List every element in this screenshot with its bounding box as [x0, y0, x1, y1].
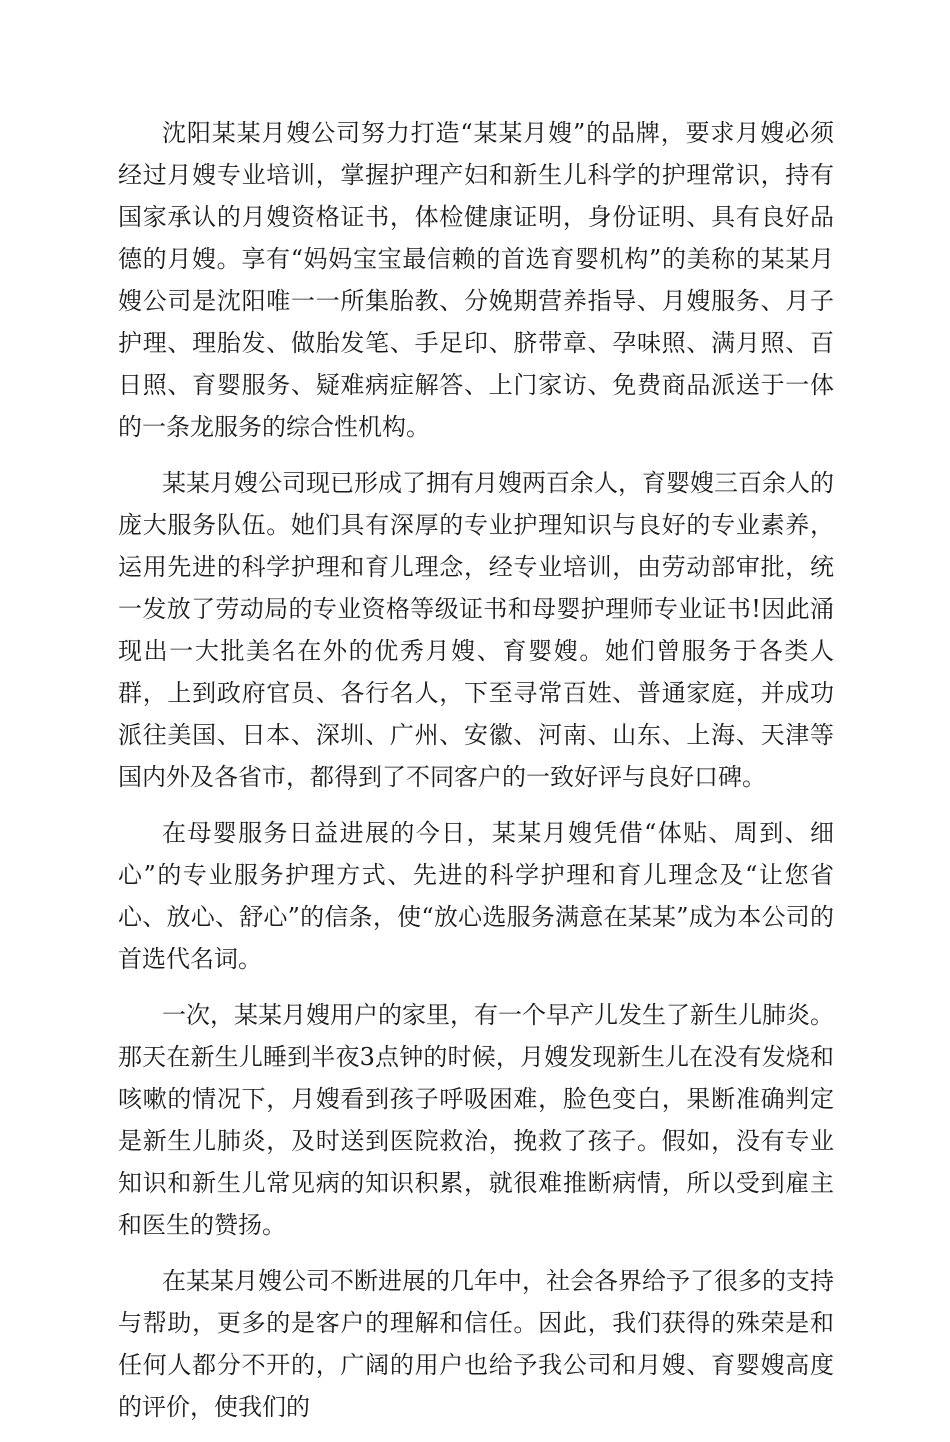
paragraph-service-philosophy: 在母婴服务日益进展的今日，某某月嫂凭借“体贴、周到、细心”的专业服务护理方式、先进的科学护理和育儿理念及“让您省心、放心、舒心”的信条，使“放心选服务满意在某某”成为本公司的首选代名词。 — [118, 819, 834, 973]
paragraph-gratitude: 在某某月嫂公司不断进展的几年中，社会各界给予了很多的支持与帮助，更多的是客户的理解和信任。因此，我们获得的殊荣是和任何人都分不开的，广阔的用户也给予我公司和月嫂、育婴嫂高度的评价，使我们的 — [118, 1267, 834, 1421]
document-body — [118, 112, 834, 1442]
paragraph-case-story: 一次，某某月嫂用户的家里，有一个早产儿发生了新生儿肺炎。那天在新生儿睡到半夜3点钟的时候，月嫂发现新生儿在没有发烧和咳嗽的情况下，月嫂看到孩子呼吸困难，脸色变白，果断准确判定是新生儿肺炎，及时送到医院救治，挽救了孩子。假如，没有专业知识和新生儿常见病的知识积累，就很难推断病情，所以受到雇主和医生的赞扬。 — [118, 1001, 834, 1239]
paragraph-service-team: 某某月嫂公司现已形成了拥有月嫂两百余人，育婴嫂三百余人的庞大服务队伍。她们具有深厚的专业护理知识与良好的专业素养，运用先进的科学护理和育儿理念，经专业培训，由劳动部审批，统一发放了劳动局的专业资格等级证书和母婴护理师专业证书!因此涌现出一大批美名在外的优秀月嫂、育婴嫂。她们曾服务于各类人群，上到政府官员、各行名人，下至寻常百姓、普通家庭，并成功派往美国、日本、深圳、广州、安徽、河南、山东、上海、天津等国内外及各省市，都得到了不同客户的一致好评与良好口碑。 — [118, 469, 834, 791]
paragraph-brand-intro: 沈阳某某月嫂公司努力打造“某某月嫂”的品牌，要求月嫂必须经过月嫂专业培训，掌握护理产妇和新生儿科学的护理常识，持有国家承认的月嫂资格证书，体检健康证明，身份证明、具有良好品德的月嫂。享有“妈妈宝宝最信赖的首选育婴机构”的美称的某某月嫂公司是沈阳唯一一所集胎教、分娩期营养指导、月嫂服务、月子护理、理胎发、做胎发笔、手足印、脐带章、孕味照、满月照、百日照、育婴服务、疑难病症解答、上门家访、免费商品派送于一体的一条龙服务的综合性机构。 — [118, 119, 834, 441]
